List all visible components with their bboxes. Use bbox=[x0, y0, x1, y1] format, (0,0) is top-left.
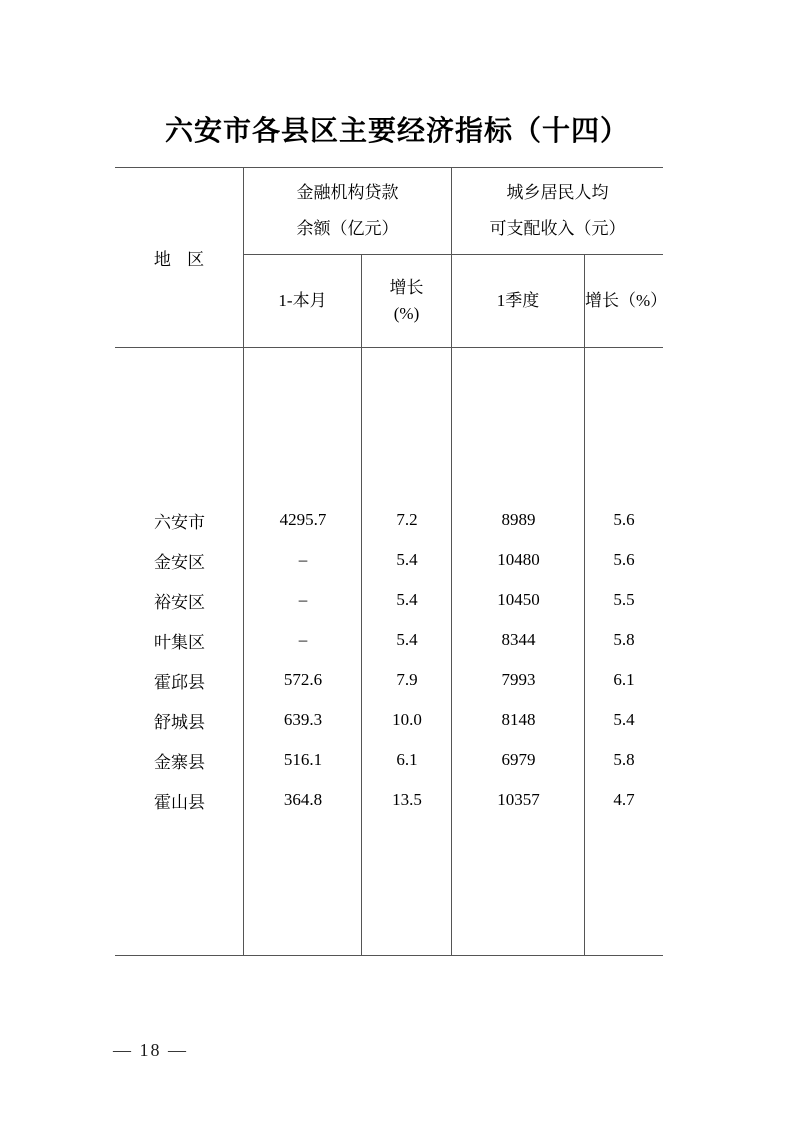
cell-loan-growth: 7.2 bbox=[396, 510, 418, 529]
cell-income-growth: 5.8 bbox=[613, 750, 635, 769]
cell-income-growth: 5.8 bbox=[613, 630, 635, 649]
cell-income-growth: 5.4 bbox=[613, 710, 635, 729]
cell-income-growth: 5.5 bbox=[613, 590, 635, 609]
cell-region: 六安市 bbox=[154, 512, 205, 532]
cell-loan-growth: 6.1 bbox=[396, 750, 418, 769]
table-gridline bbox=[361, 348, 362, 955]
cell-region: 裕安区 bbox=[154, 592, 205, 612]
header-right-section bbox=[244, 168, 668, 347]
table-gridline bbox=[451, 348, 452, 955]
table-gridline bbox=[584, 348, 585, 955]
cell-income-growth: 5.6 bbox=[613, 550, 635, 569]
group-header-income-line1: 城乡居民人均 bbox=[506, 183, 609, 202]
cell-region: 金安区 bbox=[154, 552, 205, 572]
cell-loan-growth: 5.4 bbox=[396, 590, 418, 609]
group-header-loans-line2: 余额（亿元） bbox=[296, 219, 399, 238]
cell-loan-growth: 5.4 bbox=[396, 550, 418, 569]
col-header-income-growth bbox=[585, 255, 668, 347]
cell-loan-balance: 516.1 bbox=[283, 750, 323, 769]
table-row bbox=[115, 620, 663, 660]
group-header-loans bbox=[244, 168, 452, 254]
group-header-loans-line1: 金融机构贷款 bbox=[296, 183, 399, 202]
cell-income: 10480 bbox=[497, 550, 540, 569]
cell-income: 10450 bbox=[497, 590, 540, 609]
cell-income: 6979 bbox=[501, 750, 536, 769]
table-row bbox=[115, 780, 663, 820]
table-row bbox=[115, 540, 663, 580]
table-row bbox=[115, 700, 663, 740]
sub-header-row bbox=[244, 255, 668, 347]
table-row bbox=[115, 580, 663, 620]
col-header-loan-growth bbox=[362, 255, 452, 347]
table-row bbox=[115, 740, 663, 780]
col-header-income-quarter-line1: 1季度 bbox=[496, 291, 540, 310]
table-gridline bbox=[243, 348, 244, 955]
cell-region: 霍邱县 bbox=[154, 672, 205, 692]
cell-income: 8989 bbox=[501, 510, 536, 529]
cell-loan-balance: – bbox=[298, 550, 308, 569]
cell-income: 8344 bbox=[501, 630, 536, 649]
cell-loan-growth: 7.9 bbox=[396, 670, 418, 689]
col-header-loan-balance-line1: 1-本月 bbox=[278, 291, 327, 310]
cell-loan-balance: 639.3 bbox=[283, 710, 323, 729]
page-number: — 18 — bbox=[113, 1040, 188, 1060]
cell-loan-balance: – bbox=[298, 590, 308, 609]
table-row bbox=[115, 500, 663, 540]
cell-income-growth: 6.1 bbox=[613, 670, 635, 689]
cell-income: 7993 bbox=[501, 670, 536, 689]
col-header-loan-growth-line1: 增长 bbox=[389, 278, 424, 297]
cell-income: 10357 bbox=[497, 790, 540, 809]
cell-loan-balance: 572.6 bbox=[283, 670, 323, 689]
col-header-loan-balance bbox=[244, 255, 362, 347]
col-header-region: 地 区 bbox=[115, 168, 244, 347]
cell-loan-growth: 10.0 bbox=[392, 710, 422, 729]
cell-loan-balance: 4295.7 bbox=[279, 510, 327, 529]
group-header-income bbox=[452, 168, 663, 254]
cell-loan-growth: 13.5 bbox=[392, 790, 422, 809]
cell-income-growth: 4.7 bbox=[613, 790, 635, 809]
table-body bbox=[115, 348, 663, 956]
table-row bbox=[115, 660, 663, 700]
cell-income: 8148 bbox=[501, 710, 536, 729]
cell-income-growth: 5.6 bbox=[613, 510, 635, 529]
cell-loan-balance: 364.8 bbox=[283, 790, 323, 809]
group-header-income-line2: 可支配收入（元） bbox=[489, 219, 626, 238]
cell-region: 霍山县 bbox=[154, 792, 205, 812]
page-title: 六安市各县区主要经济指标（十四） bbox=[164, 115, 629, 146]
cell-region: 舒城县 bbox=[154, 712, 205, 732]
cell-loan-balance: – bbox=[298, 630, 308, 649]
cell-region: 叶集区 bbox=[154, 632, 205, 652]
table-header bbox=[115, 168, 668, 348]
economic-indicators-table bbox=[115, 167, 668, 955]
col-header-income-growth-line1: 增长（%） bbox=[585, 291, 668, 310]
cell-loan-growth: 5.4 bbox=[396, 630, 418, 649]
cell-region: 金寨县 bbox=[154, 752, 205, 772]
col-header-loan-growth-line2: (%) bbox=[393, 304, 420, 323]
group-header-row bbox=[244, 168, 663, 255]
col-header-income-quarter bbox=[452, 255, 585, 347]
